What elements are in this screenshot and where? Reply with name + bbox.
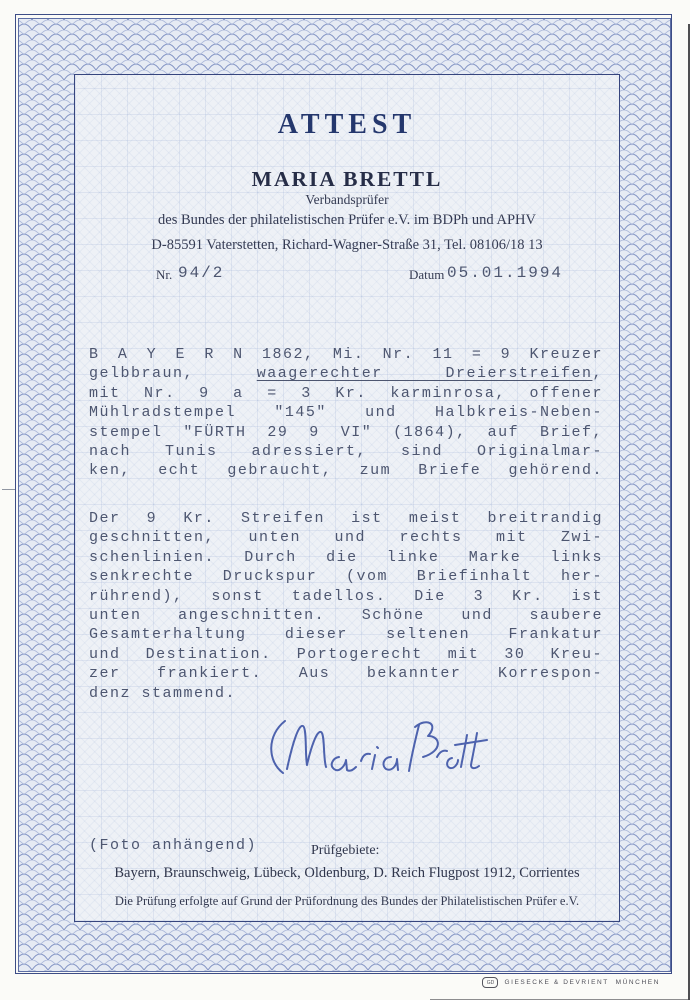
certificate-body [74,74,620,922]
examiner-name: MARIA BRETTL [251,167,443,191]
test-areas-list: Bayern, Braunschweig, Lübeck, Oldenburg, D. Reich Flugpost 1912, Corrientes [114,865,580,881]
examiner-signature [253,709,493,799]
condition-paragraph: Der 9 Kr. Streifen ist meist breitrandig geschnitten, unten und rechts mit Zwi- schenlinien. Durch die linke Marke links senkrechte Druckspur (vom Briefinhalt her- rührend), sonst tadellos. Die 3 Kr. ist unten angeschnitten. Schöne und saubere Gesamterhaltung dieser seltenen Frankatur und Destination. Portogerecht mit 30 Kreu- zer frankiert. Aus bekannter Korrespon- denz stammend. [89,510,603,702]
examiner-role: Verbandsprüfer [305,192,389,207]
certificate-number-value: 94/2 [178,264,225,282]
certificate-number-label: Nr. [156,267,173,282]
printer-imprint-text: GIESECKE & DEVRIENT MÜNCHEN [504,979,660,986]
date-label: Datum [409,267,445,282]
photo-attached-note: (Foto anhängend) [89,837,258,854]
number-date-row [75,263,619,287]
document-title: ATTEST [277,109,417,140]
date-value: 05.01.1994 [447,264,564,282]
address-line: D-85591 Vaterstetten, Richard-Wagner-Straße 31, Tel. 08106/18 13 [151,237,543,253]
printer-imprint [482,977,660,988]
printer-logo-icon: GD [482,977,498,988]
test-areas-label: Prüfgebiete: [311,843,380,858]
regulation-note: Die Prüfung erfolgte auf Grund der Prüfordnung des Bundes der Philatelistischen Prüfer e.V. [114,894,580,908]
federation-line: des Bundes der philatelistischen Prüfer e.V. im BDPh und APHV [158,212,536,228]
registration-mark [2,489,15,490]
description-paragraph: B A Y E R N 1862, Mi. Nr. 11 = 9 Kreuzer gelbbraun, waagerechter Dreierstreifen, mit Nr. 9 a = 3 Kr. karminrosa, offener Mühlradstempel "145" und Halbkreis-Neben- stempel "FÜRTH 29 9 VI" (1864), auf Brief, nach Tunis adressiert, sind Originalmar- ken, echt gebraucht, zum Briefe gehörend. [89,346,603,480]
